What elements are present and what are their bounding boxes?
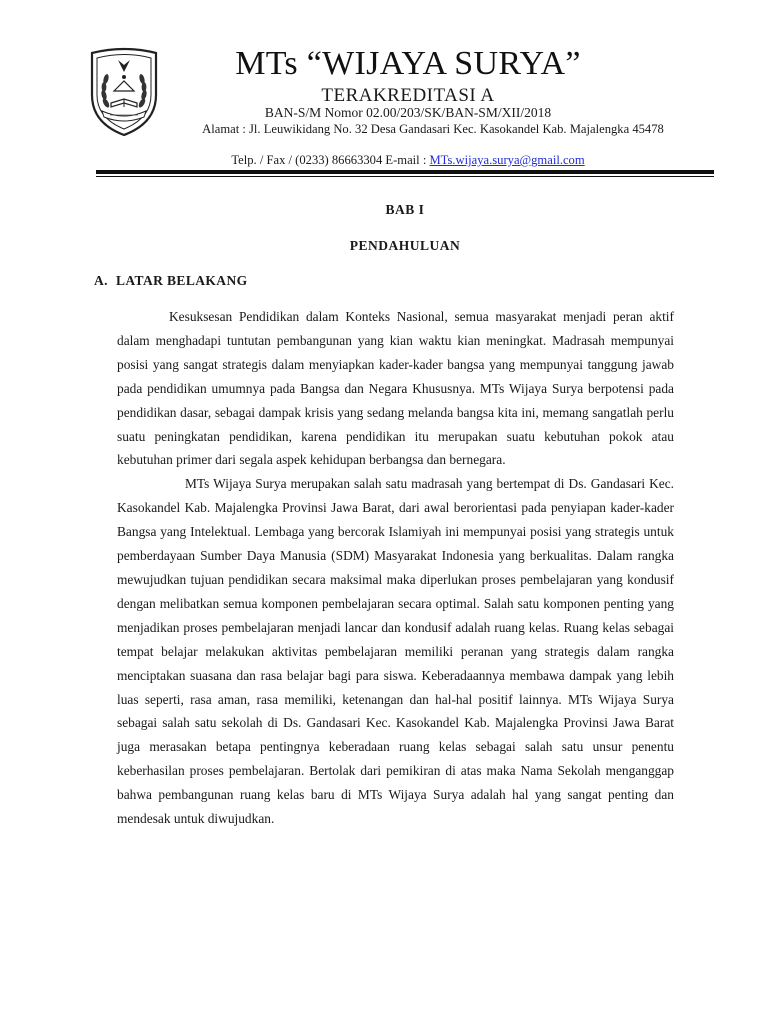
accreditation-number: BAN-S/M Nomor 02.00/203/SK/BAN-SM/XII/2018 [264, 105, 552, 120]
email-link[interactable]: MTs.wijaya.surya@gmail.com [429, 153, 585, 167]
section-number: A. [94, 273, 108, 288]
contact-line [168, 152, 648, 168]
chapter-title: PENDAHULUAN [349, 238, 461, 253]
school-address: Alamat : Jl. Leuwikidang No. 32 Desa Gandasari Kec. Kasokandel Kab. Majalengka 45478 [202, 122, 664, 136]
letterhead-divider-thick [96, 170, 714, 174]
accreditation-status: TERAKREDITASI A [321, 85, 495, 106]
letterhead-divider-thin [96, 176, 714, 177]
paragraph: MTs Wijaya Surya merupakan salah satu madrasah yang bertempat di Ds. Gandasari Kec. Kasokandel Kab. Majalengka Provinsi Jawa Barat, dari awal berorientasi pada penyiapan kader-kader Bangsa yang Intelektual. Lembaga yang bercorak Islamiyah ini mempunyai posisi yang strategis untuk pemberdayaan Sumber Daya Manusia (SDM) Masyarakat Indonesia yang berkualitas. Dalam rangka mewujudkan tujuan pendidikan secara maksimal maka diperlukan proses pembelajaran yang kondusif dengan melibatkan semua komponen pembelajaran secara optimal. Salah satu komponen penting yang menjadikan proses pembelajaran menjadi lancar dan kondusif adalah ruang kelas. Ruang kelas sebagai tempat belajar melakukan aktivitas pembelajaran memiliki peranan yang strategis dalam rangka menciptakan suasana dan rasa belajar bagi para siswa. Keberadaannya membawa dampak yang lebih luas seperti, rasa aman, rasa memiliki, ketenangan dan hal-hal positif lainnya. MTs Wijaya Surya sebagai salah satu sekolah di Ds. Gandasari Kec. Kasokandel Kab. Majalengka Provinsi Jawa Barat juga merasakan betapa pentingnya keberadaan ruang kelas sebagai salah satu unsur penentu keberhasilan proses pembelajaran. Bertolak dari pemikiran di atas maka Nama Sekolah menganggap bahwa pembangunan ruang kelas baru di MTs Wijaya Surya adalah hal yang sangat penting dan mendesak untuk diwujudkan. [117, 476, 674, 827]
section-title: LATAR BELAKANG [116, 273, 248, 288]
body-text [117, 305, 674, 831]
section-heading [94, 273, 248, 289]
school-emblem-icon [84, 47, 164, 139]
school-name: MTs “WIJAYA SURYA” [235, 45, 581, 82]
contact-phone: Telp. / Fax / (0233) 86663304 E-mail : [231, 153, 430, 167]
chapter-number: BAB I [385, 202, 425, 217]
paragraph: Kesuksesan Pendidikan dalam Konteks Nasional, semua masyarakat menjadi peran aktif dalam menghadapi tuntutan pembangunan yang kian waktu kian meningkat. Madrasah mempunyai posisi yang sangat strategis dalam menyiapkan kader-kader bangsa yang mempunyai tanggung jawab pada pendidikan umumnya pada Bangsa dan Negara Khususnya. MTs Wijaya Surya berpotensi pada pendidikan dasar, sebagai dampak krisis yang sedang melanda bangsa kita ini, memang sangatlah perlu suatu peningkatan pendidikan, karena pendidikan itu merupakan suatu kebutuhan pokok atau kebutuhan primer dari segala aspek kehidupan berbangsa dan bernegara. [117, 309, 674, 468]
